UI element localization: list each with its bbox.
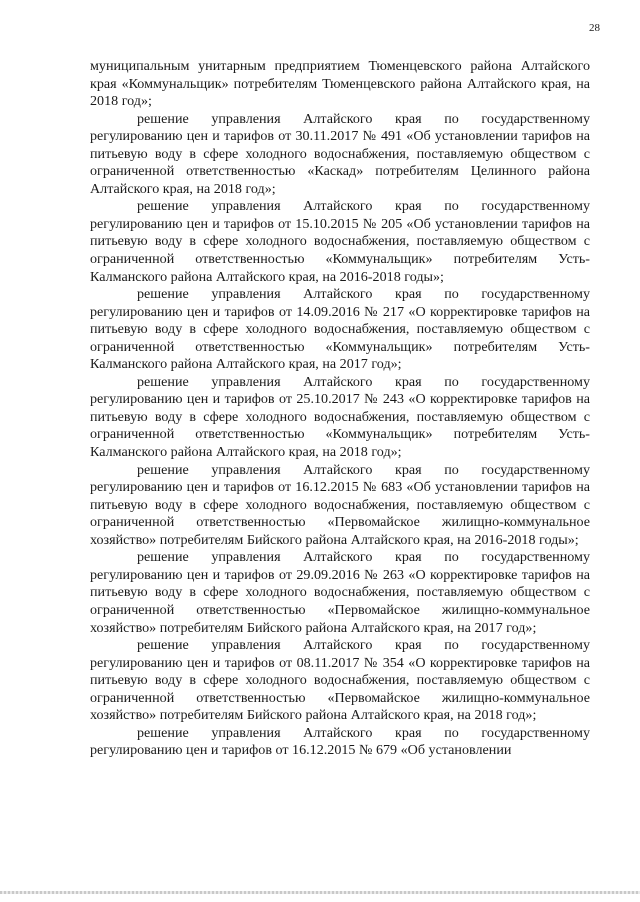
paragraph-8: решение управления Алтайского края по государственному регулированию цен и тарифов от 08.11.2017 № 354 «О корректировке тарифов на питьевую воду в сфере холодного водоснабжения, поставляемую обществом с ограниченной ответственностью «Первомайское жилищно-коммунальное хозяйство» потребителям Бийского района Алтайского края, на 2018 год»; xyxy=(90,637,590,724)
paragraph-7: решение управления Алтайского края по государственному регулированию цен и тарифов от 29.09.2016 № 263 «О корректировке тарифов на питьевую воду в сфере холодного водоснабжения, поставляемую обществом с ограниченной ответственностью «Первомайское жилищно-коммунальное хозяйство» потребителям Бийского района Алтайского края, на 2017 год»; xyxy=(90,549,590,636)
paragraph-3: решение управления Алтайского края по государственному регулированию цен и тарифов от 15.10.2015 № 205 «Об установлении тарифов на питьевую воду в сфере холодного водоснабжения, поставляемую обществом с ограниченной ответственностью «Коммунальщик» потребителям Усть-Калманского района Алтайского края, на 2016-2018 годы»; xyxy=(90,198,590,285)
document-body xyxy=(90,58,590,760)
paragraph-9: решение управления Алтайского края по государственному регулированию цен и тарифов от 16.12.2015 № 679 «Об установлении xyxy=(90,724,590,759)
paragraph-5: решение управления Алтайского края по государственному регулированию цен и тарифов от 25.10.2017 № 243 «О корректировке тарифов на питьевую воду в сфере холодного водоснабжения, поставляемую обществом с ограниченной ответственностью «Коммунальщик» потребителям Усть-Калманского района Алтайского края, на 2018 год»; xyxy=(90,373,590,461)
page-number: 28 xyxy=(589,22,600,34)
paragraph-4: решение управления Алтайского края по государственному регулированию цен и тарифов от 14.09.2016 № 217 «О корректировке тарифов на питьевую воду в сфере холодного водоснабжения, поставляемую обществом с ограниченной ответственностью «Коммунальщик» потребителям Усть-Калманского района Алтайского края, на 2017 год»; xyxy=(90,286,590,373)
scan-bottom-edge xyxy=(0,891,640,894)
paragraph-2: решение управления Алтайского края по государственному регулированию цен и тарифов от 30.11.2017 № 491 «Об установлении тарифов на питьевую воду в сфере холодного водоснабжения, поставляемую обществом с ограниченной ответственностью «Каскад» потребителям Целинного района Алтайского края, на 2018 год»; xyxy=(90,110,590,197)
paragraph-1: муниципальным унитарным предприятием Тюменцевского района Алтайского края «Коммунальщик» потребителям Тюменцевского района Алтайского края, на 2018 год»; xyxy=(90,58,590,110)
paragraph-6: решение управления Алтайского края по государственному регулированию цен и тарифов от 16.12.2015 № 683 «Об установлении тарифов на питьевую воду в сфере холодного водоснабжения, поставляемую обществом с ограниченной ответственностью «Первомайское жилищно-коммунальное хозяйство» потребителям Бийского района Алтайского края, на 2016-2018 годы»; xyxy=(90,461,590,548)
